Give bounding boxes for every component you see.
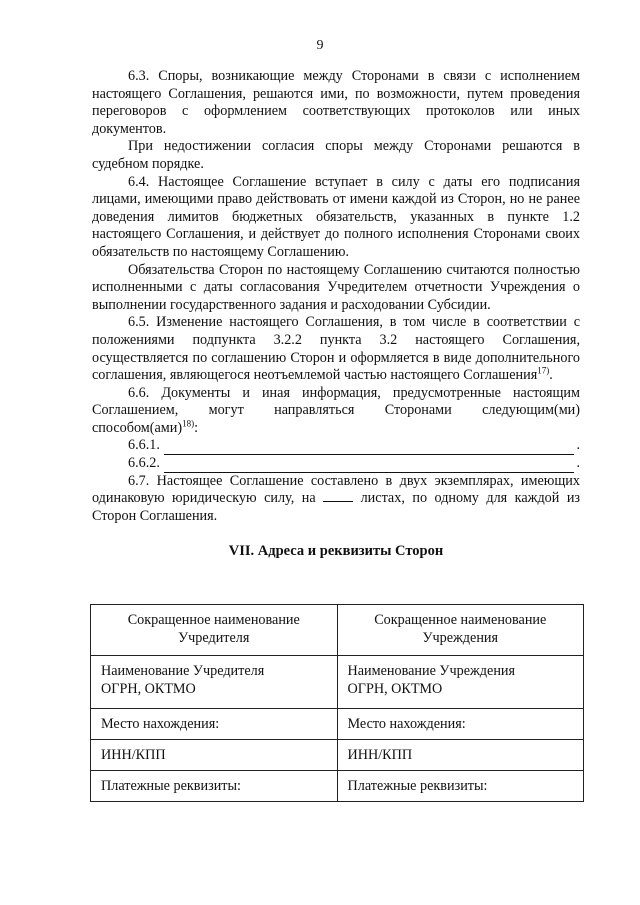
paragraph-6-4-cont: Обязательства Сторон по настоящему Соглашению считаются полностью исполненными с даты согласования Учредителем отчетности Учреждения о выполнении государственного задания и расходовании Субсидии. (92, 261, 580, 313)
founder-name-cell (91, 656, 338, 709)
item-6-6-1-blank (164, 441, 575, 455)
paragraph-6-6-text: 6.6. Документы и иная информация, предусмотренные настоящим Соглашением, могут направляться Сторонами следующим(ми) способом(ами) (92, 384, 580, 436)
item-6-6-2-label: 6.6.2. (128, 455, 160, 472)
institution-name: Наименование Учреждения (347, 663, 516, 679)
institution-ogrn: ОГРН, ОКТМО (347, 681, 443, 697)
table-row (91, 709, 584, 740)
paragraph-6-7 (92, 473, 580, 526)
item-6-6-2-blank (164, 459, 575, 473)
paragraph-6-7-text-b: листах, по одному для каждой из Сторон Соглашения. (92, 490, 581, 524)
paragraph-6-6: 6.6. Документы и иная информация, предусмотренные настоящим Соглашением, могут направляться Сторонами следующим(ми) способом(ами)$^{18)}$: (92, 384, 580, 436)
founder-location: Место нахождения: (91, 709, 338, 740)
header-institution: Сокращенное наименование Учреждения (337, 605, 584, 656)
header-founder: Сокращенное наименование Учредителя (91, 605, 338, 656)
institution-name-cell (337, 656, 584, 709)
requisites-table (90, 604, 584, 802)
table-row (91, 656, 584, 709)
item-6-6-1-label: 6.6.1. (128, 437, 160, 454)
paragraph-6-5-text: 6.5. Изменение настоящего Соглашения, в том числе в соответствии с положениями подпункта 3.2.2 пункта 3.2 настоящего Соглашения, осуществляется по соглашению Сторон и оформляется в виде дополнительного соглашения, являющегося неотъемлемой частью настоящего Соглашения (92, 314, 580, 384)
document-body (92, 68, 580, 561)
institution-payment: Платежные реквизиты: (337, 771, 584, 802)
founder-name: Наименование Учредителя (101, 663, 265, 679)
founder-inn: ИНН/КПП (91, 740, 338, 771)
paragraph-6-7-text-a: 6.7. Настоящее Соглашение составлено в двух экземплярах, имеющих одинаковую юридическую силу, на (92, 472, 580, 507)
paragraph-6-3-cont: При недостижении согласия споры между Сторонами решаются в судебном порядке. (92, 138, 580, 172)
paragraph-6-5: 6.5. Изменение настоящего Соглашения, в том числе в соответствии с положениями подпункта 3.2.2 пункта 3.2 настоящего Соглашения, осуществляется по соглашению Сторон и оформляется в виде дополнительного соглашения, являющегося неотъемлемой частью настоящего Соглашения$^{17)}$. (92, 314, 580, 384)
founder-payment: Платежные реквизиты: (91, 771, 338, 802)
footnote-ref-18: 18) (182, 418, 195, 429)
founder-ogrn: ОГРН, ОКТМО (101, 681, 196, 697)
fill-line-6-6-2: 6.6.2. . (128, 455, 580, 472)
page-number: 9 (316, 38, 324, 53)
institution-inn: ИНН/КПП (337, 740, 584, 771)
sheets-count-blank (323, 501, 353, 502)
paragraph-6-4: 6.4. Настоящее Соглашение вступает в силу с даты его подписания лицами, имеющими право действовать от имени каждой из Сторон, но не ранее доведения лимитов бюджетных обязательств, указанных в пункте 1.2 настоящего Соглашения, и действует до полного исполнения Сторонами своих обязательств по настоящему Соглашению. (92, 173, 580, 260)
table-row (91, 605, 584, 656)
footnote-ref-17: 17) (537, 365, 550, 376)
table-row (91, 771, 584, 802)
institution-location: Место нахождения: (337, 709, 584, 740)
section-title: VII. Адреса и реквизиты Сторон (228, 543, 444, 560)
fill-line-6-6-1: 6.6.1. . (128, 437, 580, 454)
table-row (91, 740, 584, 771)
paragraph-6-3: 6.3. Споры, возникающие между Сторонами в связи с исполнением настоящего Соглашения, решаются ими, по возможности, путем проведения переговоров с оформлением соответствующих протоколов или иных документов. (92, 68, 580, 137)
